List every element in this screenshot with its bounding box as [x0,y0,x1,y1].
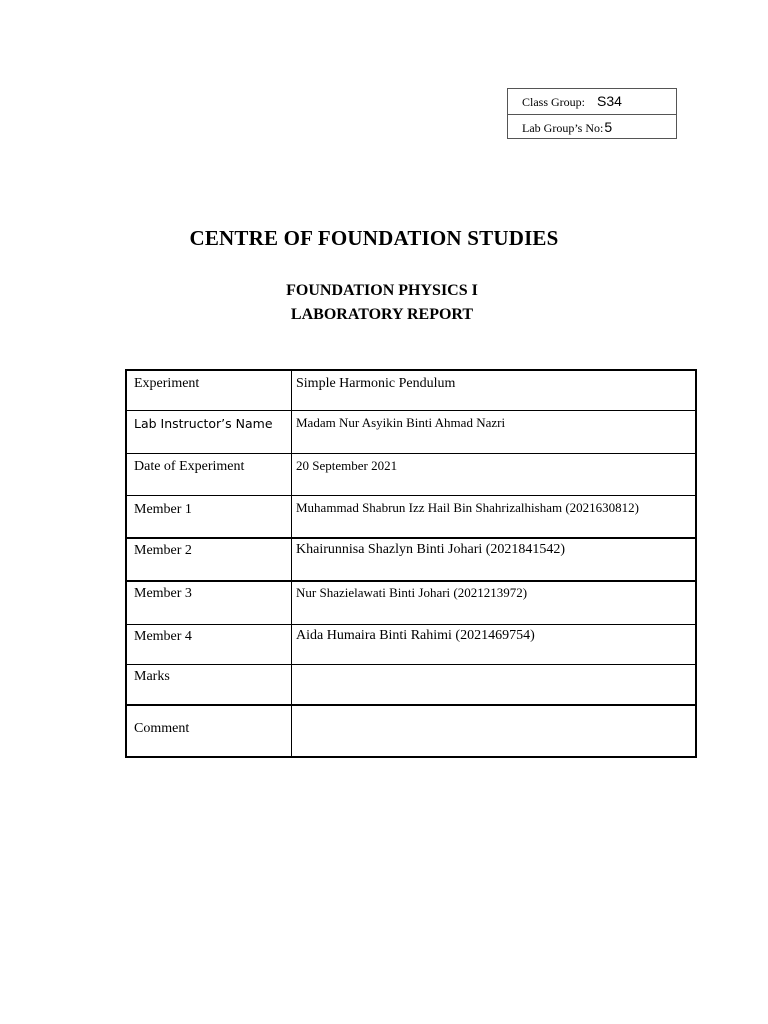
instructor-label: Lab Instructor’s Name [127,411,292,453]
centre-heading: CENTRE OF FOUNDATION STUDIES [189,226,559,250]
table-row-experiment [127,371,695,411]
member-4-label: Member 4 [127,625,292,664]
table-row-member-4 [127,625,695,665]
member-2-label: Member 2 [127,539,292,580]
report-info-table [125,369,697,758]
table-row-date [127,454,695,496]
table-row-comment [127,706,695,756]
lab-group-label: Lab Group’s No: [522,121,604,135]
marks-label: Marks [127,665,292,704]
member-1-label: Member 1 [127,496,292,537]
table-row-member-2 [127,539,695,582]
comment-label: Comment [127,706,292,756]
class-group-value: S34 [597,93,622,109]
member-3-label: Member 3 [127,582,292,624]
report-heading: LABORATORY REPORT [290,306,474,323]
member-1-value: Muhammad Shabrun Izz Hail Bin Shahrizalhisham (2021630812) [296,500,639,515]
member-3-value: Nur Shazielawati Binti Johari (2021213972) [296,585,528,600]
experiment-value: Simple Harmonic Pendulum [296,376,456,391]
lab-group-row [508,115,676,140]
date-label: Date of Experiment [127,454,292,495]
class-group-row [508,89,676,115]
table-row-instructor [127,411,695,454]
course-heading: FOUNDATION PHYSICS I [286,282,478,299]
table-row-member-3 [127,582,695,625]
class-group-label: Class Group: [522,95,585,109]
date-value: 20 September 2021 [296,458,398,473]
lab-group-value: 5 [604,119,613,135]
member-4-value: Aida Humaira Binti Rahimi (2021469754) [296,628,535,643]
class-group-box [507,88,677,139]
marks-value [292,665,695,704]
table-row-member-1 [127,496,695,539]
experiment-label: Experiment [127,371,292,410]
instructor-value: Madam Nur Asyikin Binti Ahmad Nazri [296,415,506,430]
table-row-marks [127,665,695,706]
member-2-value: Khairunnisa Shazlyn Binti Johari (2021841542) [296,542,566,557]
comment-value [292,706,695,756]
